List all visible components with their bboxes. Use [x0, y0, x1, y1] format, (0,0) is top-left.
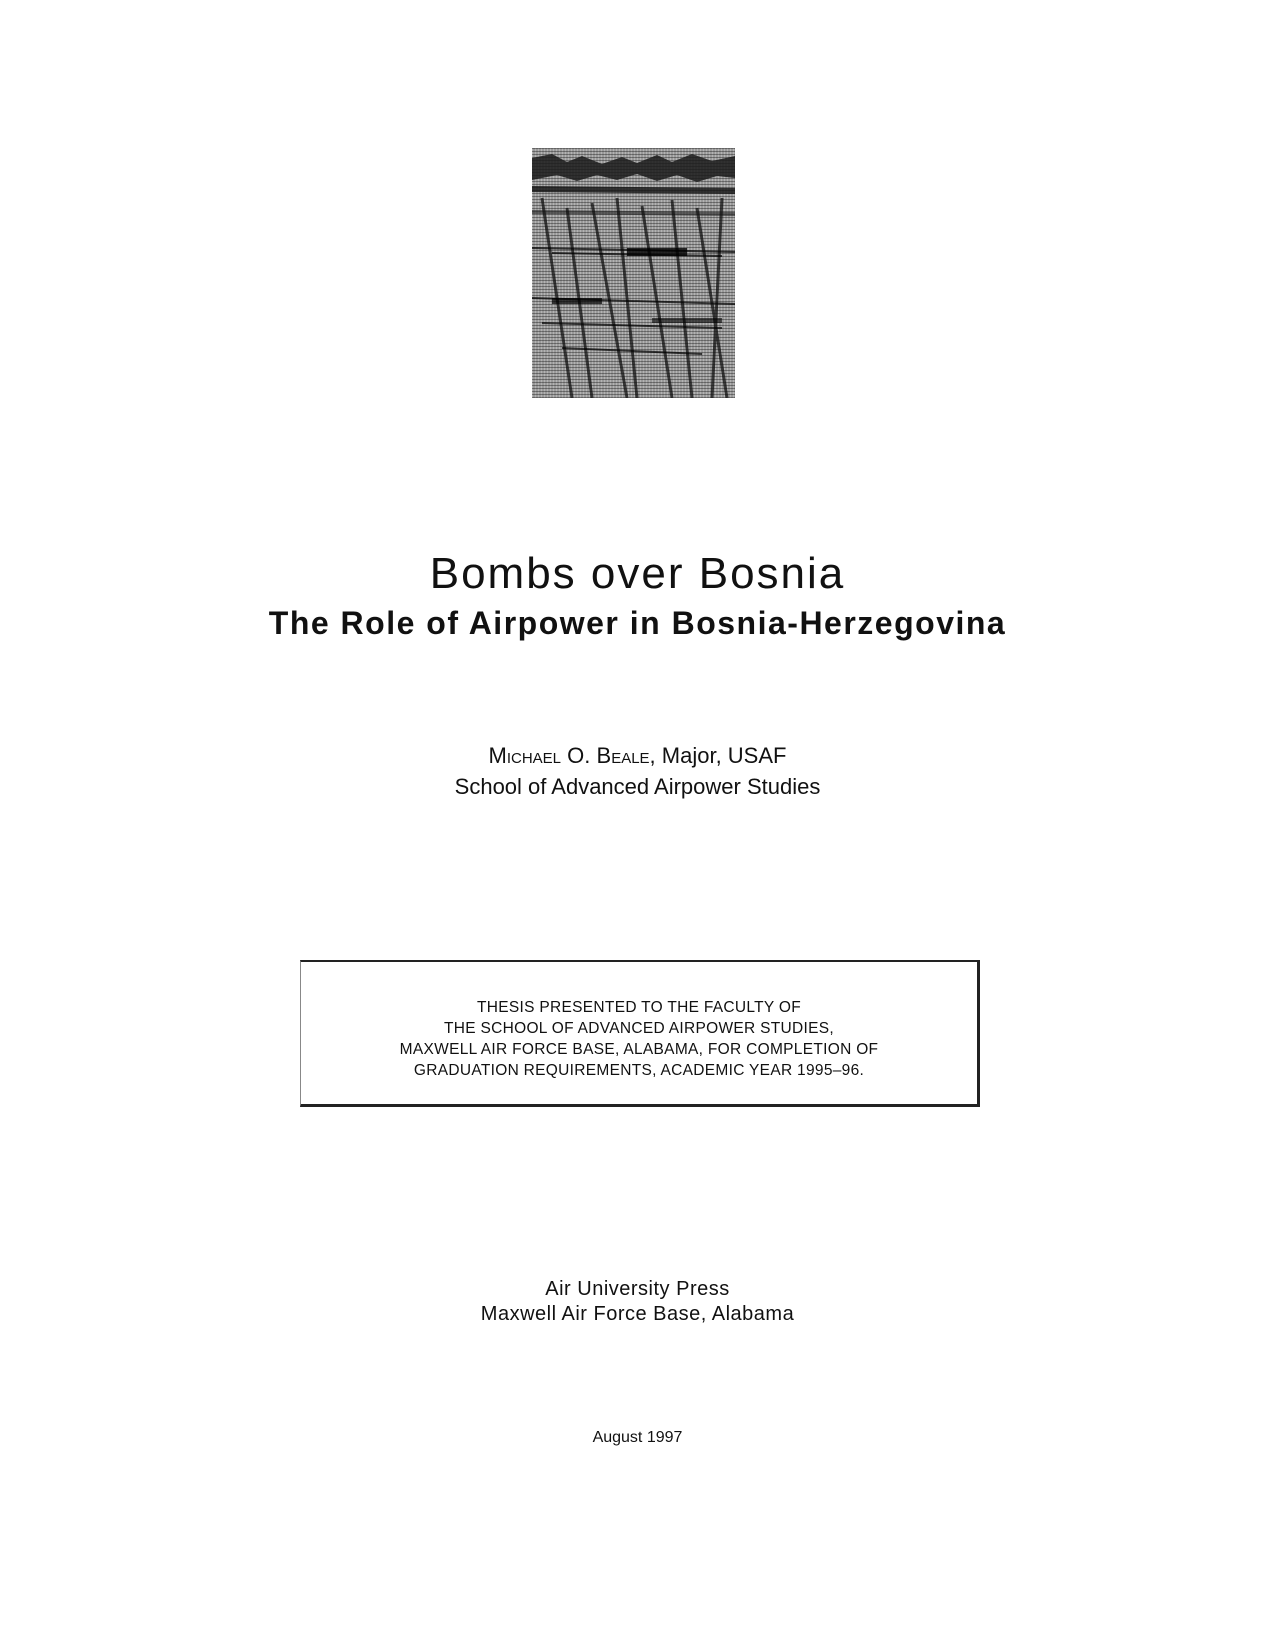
author-line [0, 742, 1275, 770]
thesis-line: MAXWELL AIR FORCE BASE, ALABAMA, FOR COMPLETION OF [399, 1041, 879, 1058]
author-first-name: Michael [488, 743, 562, 768]
publisher-name: Air University Press [545, 1278, 730, 1300]
thesis-statement-box [300, 960, 980, 1107]
thesis-line: THE SCHOOL OF ADVANCED AIRPOWER STUDIES, [443, 1020, 835, 1037]
cover-illustration [532, 148, 735, 398]
cover-illustration-graphic [532, 148, 735, 398]
author-middle-initial: O. [567, 743, 591, 768]
institution: School of Advanced Airpower Studies [454, 774, 821, 799]
publisher-location: Maxwell Air Force Base, Alabama [480, 1303, 795, 1325]
publisher-block [0, 1277, 1275, 1327]
document-title: Bombs over Bosnia [429, 549, 846, 598]
publication-date: August 1997 [592, 1429, 683, 1446]
author-rank: , Major, USAF [649, 743, 787, 768]
thesis-statement [301, 997, 977, 1081]
thesis-line: THESIS PRESENTED TO THE FACULTY OF [477, 999, 801, 1016]
document-subtitle: The Role of Airpower in Bosnia-Herzegovina [268, 605, 1007, 641]
author-last-name: Beale [596, 743, 650, 768]
thesis-line: GRADUATION REQUIREMENTS, ACADEMIC YEAR 1995–96. [413, 1062, 865, 1079]
